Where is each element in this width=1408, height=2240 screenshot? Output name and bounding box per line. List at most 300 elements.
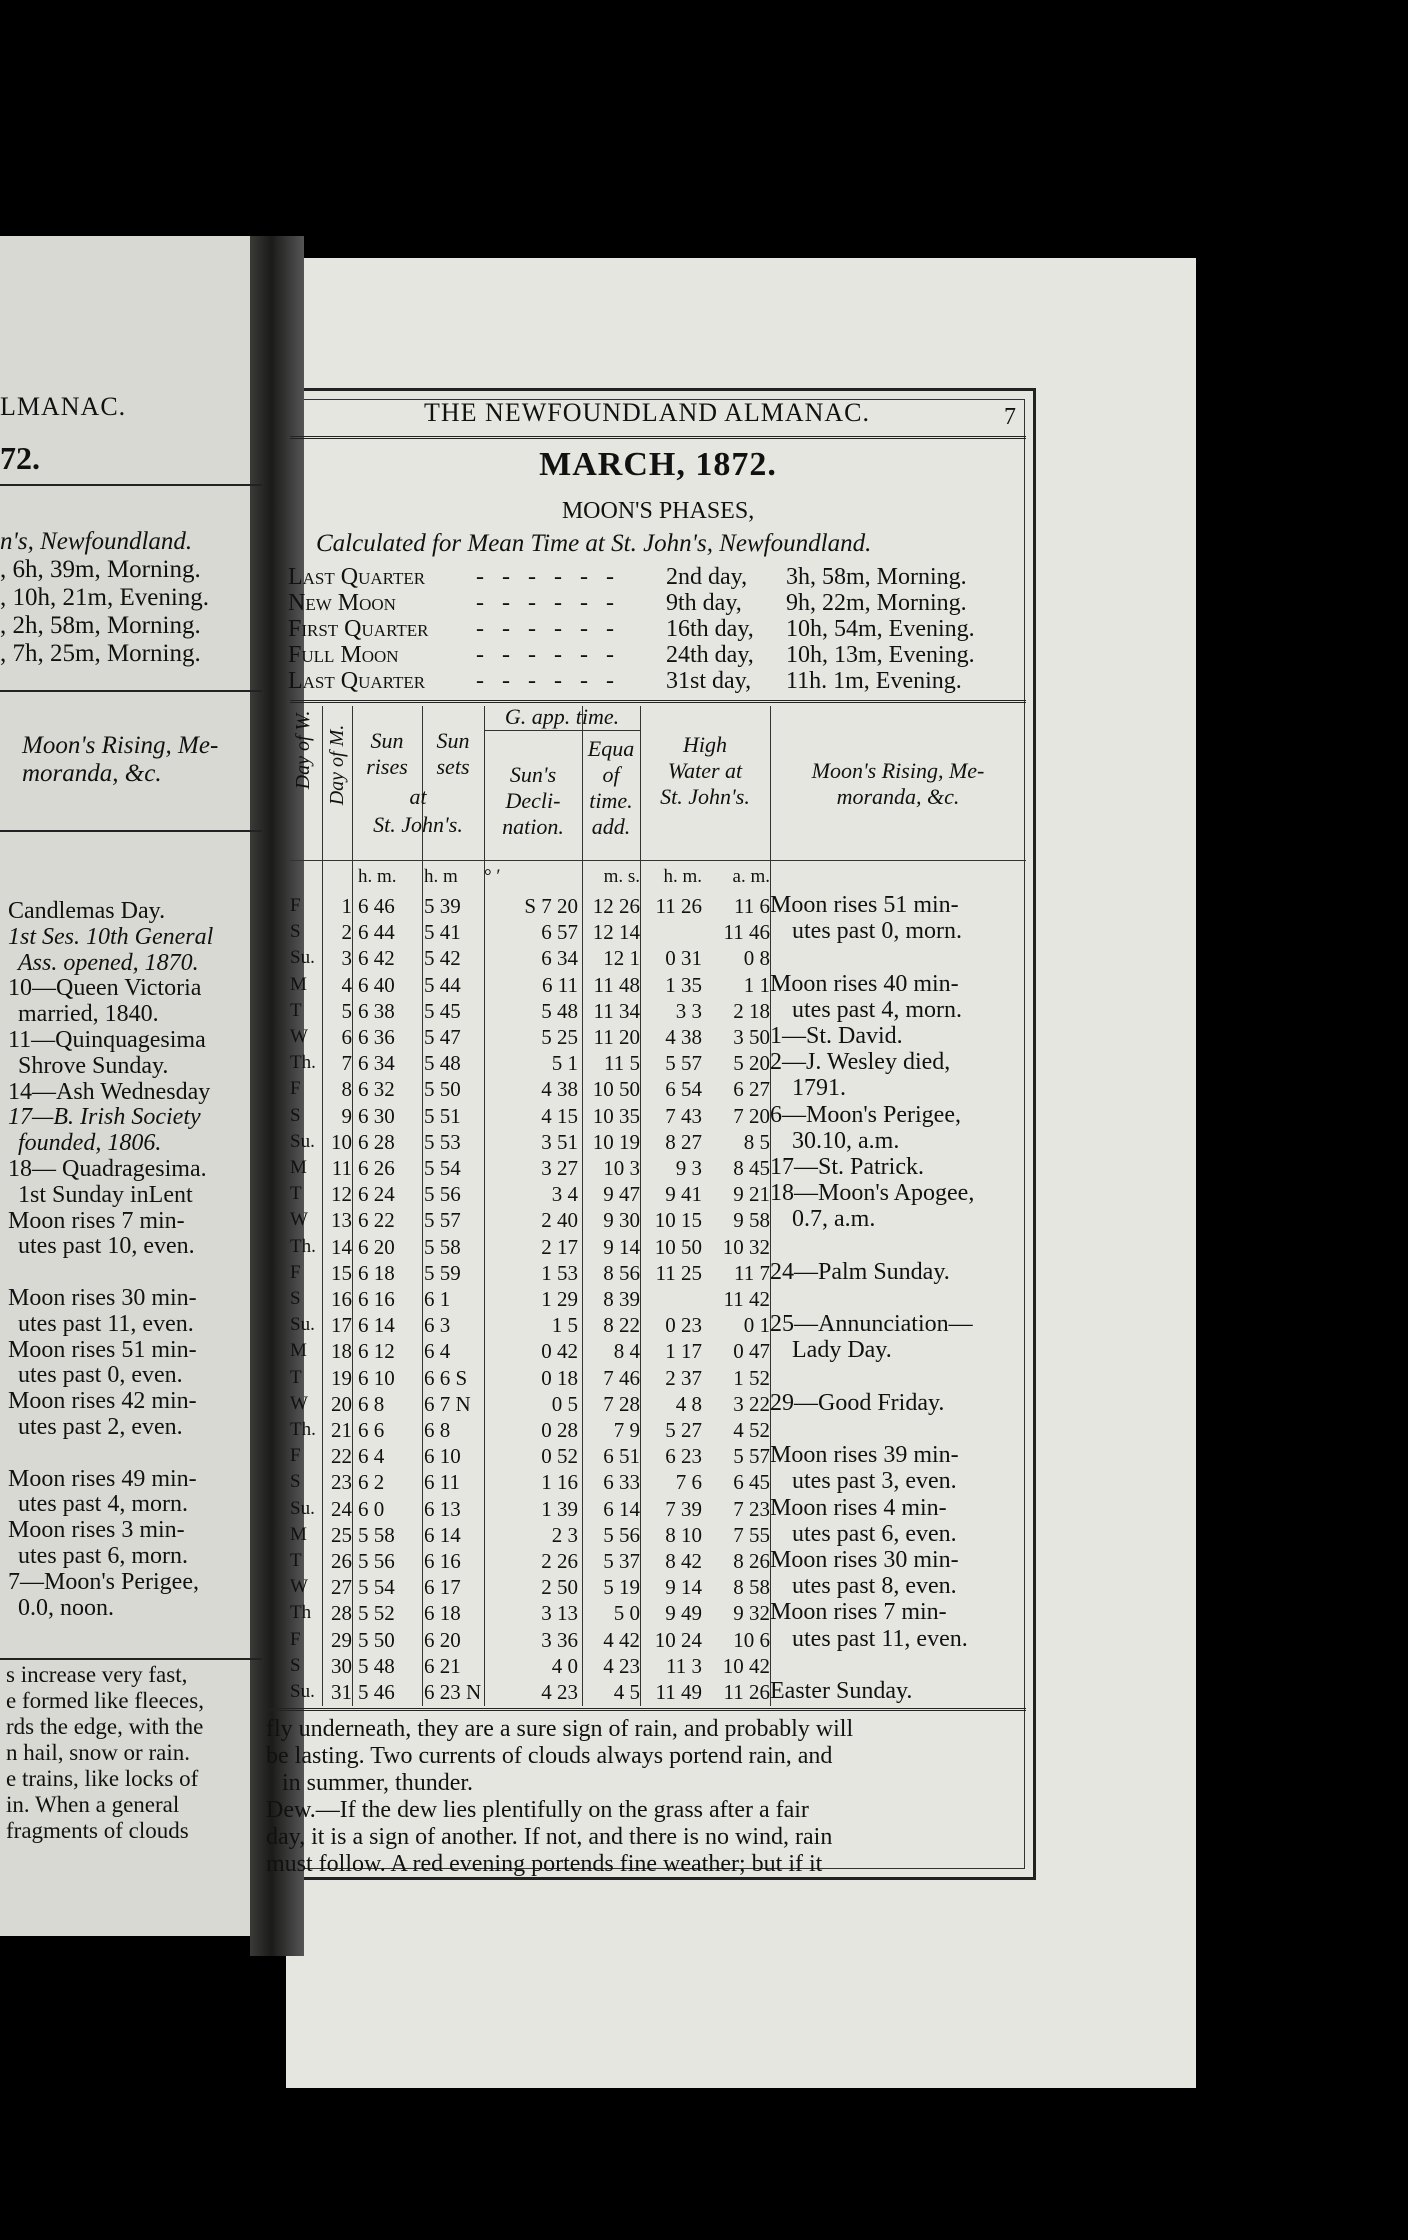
memoranda-line: 17—St. Patrick. xyxy=(770,1154,924,1180)
left-memo-line: Shrove Sunday. xyxy=(18,1052,169,1079)
cell-sun-rises: 6 28 xyxy=(358,1129,395,1154)
cell-sun-rises: 6 32 xyxy=(358,1077,395,1102)
left-footer-line: in. When a general xyxy=(6,1792,180,1817)
header-day-of-week: Day of W. xyxy=(292,710,314,790)
cell-high-water-am: 6 27 xyxy=(733,1077,770,1102)
cell-sun-rises: 6 26 xyxy=(358,1156,395,1180)
cell-high-water-pm: 5 57 xyxy=(665,1051,702,1076)
header-sun-rises: Sun xyxy=(370,728,404,753)
phase-time: 10h, 13m, Evening. xyxy=(786,642,975,668)
cell-equation: 11 20 xyxy=(593,1025,640,1049)
cell-day-of-month: 2 xyxy=(341,920,352,945)
cell-day-of-week: M xyxy=(290,1340,307,1362)
cell-declination: 4 23 xyxy=(541,1680,578,1704)
cell-equation: 9 14 xyxy=(603,1234,640,1259)
unit-label: a. m. xyxy=(732,866,770,887)
cell-equation: 11 48 xyxy=(593,972,640,997)
left-phase-line: , 7h, 25m, Morning. xyxy=(0,640,201,667)
cell-day-of-week: M xyxy=(290,1523,307,1545)
cell-day-of-month: 7 xyxy=(341,1051,352,1076)
cell-high-water-pm: 9 49 xyxy=(665,1601,702,1626)
footer-line: Dew.—If the dew lies plentifully on the grass after a fair xyxy=(266,1797,809,1823)
cell-sun-rises: 6 30 xyxy=(358,1103,395,1128)
phase-day: 2nd day, xyxy=(666,564,748,590)
cell-high-water-am: 5 20 xyxy=(733,1051,770,1076)
cell-high-water-pm: 4 8 xyxy=(675,1391,702,1416)
memoranda-line: utes past 8, even. xyxy=(792,1573,957,1600)
cell-high-water-pm: 9 14 xyxy=(665,1575,702,1600)
cell-sun-rises: 6 42 xyxy=(358,946,395,971)
cell-equation: 9 47 xyxy=(603,1182,640,1207)
header-at-st-johns: at xyxy=(409,784,427,809)
cell-high-water-pm: 9 3 xyxy=(675,1156,702,1180)
cell-equation: 8 56 xyxy=(603,1260,640,1285)
cell-day-of-month: 14 xyxy=(331,1234,352,1259)
cell-day-of-week: Su. xyxy=(290,1314,315,1336)
cell-day-of-week: T xyxy=(290,999,302,1021)
header-sun-sets: sets xyxy=(436,754,470,779)
cell-day-of-month: 22 xyxy=(331,1444,352,1469)
cell-sun-sets: 6 3 xyxy=(424,1313,451,1338)
left-running-head: LMANAC. xyxy=(0,392,127,421)
memoranda-line: Moon rises 4 min- xyxy=(770,1494,947,1521)
cell-sun-sets: 6 16 xyxy=(424,1549,461,1573)
cell-high-water-pm: 6 23 xyxy=(665,1444,702,1469)
cell-high-water-am: 8 58 xyxy=(733,1575,770,1600)
cell-sun-rises: 6 10 xyxy=(358,1365,395,1390)
left-memo-line: Moon rises 49 min- xyxy=(8,1465,197,1492)
phase-day: 9th day, xyxy=(666,590,742,616)
memoranda-line: utes past 3, even. xyxy=(792,1468,957,1495)
table-column-rule xyxy=(422,706,423,1706)
cell-declination: 3 36 xyxy=(541,1627,578,1652)
left-memo-line: utes past 2, even. xyxy=(18,1414,183,1440)
cell-sun-rises: 6 34 xyxy=(358,1051,395,1076)
cell-equation: 4 42 xyxy=(603,1627,640,1652)
cell-day-of-week: F xyxy=(290,1445,301,1467)
cell-day-of-week: F xyxy=(290,895,301,916)
cell-sun-rises: 5 52 xyxy=(358,1601,395,1626)
memoranda-line: 1791. xyxy=(792,1075,846,1102)
left-memo-line: 14—Ash Wednesday xyxy=(8,1078,211,1105)
cell-high-water-am: 2 18 xyxy=(733,998,770,1023)
cell-equation: 5 37 xyxy=(603,1549,640,1573)
cell-sun-sets: 5 59 xyxy=(424,1260,461,1285)
phase-dots: - - - - - - xyxy=(476,564,620,590)
cell-high-water-am: 11 26 xyxy=(723,1680,770,1704)
left-phase-line: , 2h, 58m, Morning. xyxy=(0,612,201,639)
cell-day-of-month: 1 xyxy=(341,894,352,918)
phase-label: First Quarter xyxy=(288,616,429,642)
cell-high-water-pm: 4 38 xyxy=(665,1025,702,1049)
cell-day-of-week: S xyxy=(290,1654,301,1676)
cell-day-of-week: Su. xyxy=(290,1130,315,1152)
footer-line: in summer, thunder. xyxy=(282,1770,474,1796)
cell-day-of-month: 23 xyxy=(331,1470,352,1495)
cell-equation: 8 22 xyxy=(603,1313,640,1338)
left-memo-line: Moon rises 51 min- xyxy=(8,1336,197,1363)
cell-high-water-pm: 7 39 xyxy=(665,1496,702,1521)
cell-high-water-pm: 11 3 xyxy=(666,1653,702,1678)
cell-day-of-week: Su. xyxy=(290,1497,315,1519)
left-rule xyxy=(0,690,262,692)
left-rule xyxy=(0,830,262,832)
cell-day-of-month: 19 xyxy=(331,1365,352,1390)
cell-high-water-am: 8 45 xyxy=(733,1156,770,1180)
cell-equation: 10 3 xyxy=(603,1156,640,1180)
cell-sun-sets: 6 18 xyxy=(424,1601,461,1626)
left-memo-line: 7—Moon's Perigee, xyxy=(8,1568,199,1595)
left-memo-line: 18— Quadragesima. xyxy=(8,1156,207,1182)
cell-equation: 8 39 xyxy=(603,1287,640,1311)
cell-declination: 3 13 xyxy=(541,1601,578,1626)
cell-sun-rises: 5 54 xyxy=(358,1575,395,1600)
phases-rule xyxy=(290,700,1026,703)
cell-day-of-month: 3 xyxy=(341,946,352,971)
phases-heading: MOON'S PHASES, xyxy=(561,498,755,524)
cell-equation: 11 5 xyxy=(604,1051,640,1076)
cell-equation: 10 50 xyxy=(592,1077,640,1102)
cell-high-water-pm: 1 35 xyxy=(665,972,702,997)
cell-high-water-am: 10 42 xyxy=(722,1653,770,1678)
cell-sun-rises: 6 22 xyxy=(358,1208,395,1233)
cell-high-water-pm: 7 43 xyxy=(665,1103,702,1128)
header-sun-rises: rises xyxy=(366,754,408,779)
cell-high-water-pm: 6 54 xyxy=(665,1077,702,1102)
month-title: MARCH, 1872. xyxy=(539,446,777,483)
cell-day-of-month: 26 xyxy=(331,1549,352,1573)
cell-day-of-month: 13 xyxy=(331,1208,352,1233)
cell-sun-sets: 5 48 xyxy=(424,1051,461,1076)
cell-sun-rises: 6 44 xyxy=(358,920,395,945)
cell-day-of-week: Th xyxy=(290,1602,312,1624)
cell-sun-sets: 6 1 xyxy=(424,1287,451,1311)
cell-high-water-am: 11 46 xyxy=(723,920,770,945)
phase-day: 24th day, xyxy=(666,642,754,668)
running-head: THE NEWFOUNDLAND ALMANAC. xyxy=(424,398,871,427)
cell-high-water-pm: 3 3 xyxy=(675,998,702,1023)
cell-day-of-week: F xyxy=(290,1261,301,1283)
cell-sun-sets: 5 44 xyxy=(424,972,461,997)
left-memo-line: Moon rises 3 min- xyxy=(8,1517,185,1544)
footer-line: must follow. A red evening portends fine weather; but if it xyxy=(266,1851,823,1877)
phase-time: 10h, 54m, Evening. xyxy=(786,616,975,642)
cell-sun-sets: 5 39 xyxy=(424,894,461,918)
cell-equation: 7 28 xyxy=(603,1391,640,1416)
memoranda-line: 0.7, a.m. xyxy=(792,1206,876,1233)
unit-label: h. m xyxy=(424,866,458,887)
left-memo-line: Candlemas Day. xyxy=(8,898,166,924)
cell-day-of-week: W xyxy=(290,1576,308,1598)
cell-declination: 0 42 xyxy=(541,1339,578,1364)
left-memo-heading: moranda, &c. xyxy=(22,760,162,787)
header-equation: Equa xyxy=(587,736,635,761)
cell-sun-sets: 6 20 xyxy=(424,1627,461,1652)
cell-sun-sets: 6 14 xyxy=(424,1522,461,1547)
cell-high-water-pm: 2 37 xyxy=(665,1365,702,1390)
left-memo-line: Ass. opened, 1870. xyxy=(18,949,199,976)
left-rule xyxy=(0,1658,262,1660)
left-memo-line: utes past 11, even. xyxy=(18,1310,194,1337)
cell-sun-sets: 5 41 xyxy=(424,920,461,945)
left-memo-line: utes past 10, even. xyxy=(18,1233,195,1260)
cell-high-water-am: 7 23 xyxy=(733,1496,770,1521)
memoranda-line: Moon rises 51 min- xyxy=(770,892,959,918)
cell-high-water-pm: 0 31 xyxy=(665,946,702,971)
memoranda-line: Moon rises 7 min- xyxy=(770,1599,947,1626)
header-memoranda: Moon's Rising, Me- xyxy=(811,758,985,783)
cell-high-water-am: 0 47 xyxy=(733,1339,770,1364)
cell-declination: 1 39 xyxy=(541,1496,578,1521)
cell-day-of-month: 4 xyxy=(341,972,352,997)
cell-sun-rises: 6 38 xyxy=(358,998,395,1023)
cell-sun-rises: 6 18 xyxy=(358,1260,395,1285)
unit-label: m. s. xyxy=(603,866,640,887)
cell-sun-rises: 5 46 xyxy=(358,1680,395,1704)
cell-declination: 0 5 xyxy=(551,1391,578,1416)
cell-equation: 8 4 xyxy=(613,1339,640,1364)
cell-day-of-month: 16 xyxy=(331,1287,352,1311)
left-footer-line: fragments of clouds xyxy=(6,1818,189,1843)
cell-high-water-am: 4 52 xyxy=(733,1418,770,1442)
cell-sun-rises: 5 56 xyxy=(358,1549,395,1573)
cell-high-water-am: 7 20 xyxy=(733,1103,770,1128)
cell-high-water-am: 3 50 xyxy=(733,1025,770,1049)
cell-day-of-month: 9 xyxy=(341,1103,352,1128)
memoranda-line: 30.10, a.m. xyxy=(792,1127,900,1154)
cell-sun-sets: 5 57 xyxy=(424,1208,461,1233)
cell-declination: 3 4 xyxy=(551,1182,578,1207)
cell-high-water-am: 10 6 xyxy=(733,1627,770,1652)
gapp-rule xyxy=(484,730,640,731)
header-equation: add. xyxy=(591,814,631,839)
cell-day-of-week: W xyxy=(290,1026,308,1047)
cell-day-of-week: W xyxy=(290,1392,308,1414)
cell-declination: 0 28 xyxy=(541,1418,578,1442)
cell-equation: 12 26 xyxy=(592,894,640,918)
cell-sun-rises: 5 58 xyxy=(358,1522,395,1547)
left-memo-line: utes past 6, morn. xyxy=(18,1543,188,1569)
cell-high-water-am: 9 21 xyxy=(733,1182,770,1207)
memoranda-line: Moon rises 40 min- xyxy=(770,970,959,997)
cell-high-water-am: 1 52 xyxy=(733,1365,770,1390)
left-memo-heading: Moon's Rising, Me- xyxy=(22,732,219,759)
cell-high-water-am: 6 45 xyxy=(733,1470,770,1495)
cell-day-of-month: 21 xyxy=(331,1418,352,1442)
cell-day-of-month: 10 xyxy=(331,1129,352,1154)
phase-day: 31st day, xyxy=(666,668,752,694)
cell-equation: 7 46 xyxy=(603,1365,640,1390)
phase-time: 9h, 22m, Morning. xyxy=(786,590,967,616)
left-footer-line: rds the edge, with the xyxy=(6,1714,204,1739)
cell-day-of-week: F xyxy=(290,1628,301,1650)
header-equation: time. xyxy=(589,788,633,813)
cell-day-of-month: 8 xyxy=(341,1077,352,1102)
cell-high-water-pm: 1 17 xyxy=(665,1339,702,1364)
header-high-water: High xyxy=(683,732,727,757)
cell-high-water-pm: 7 6 xyxy=(675,1470,702,1495)
cell-declination: 4 38 xyxy=(541,1077,578,1102)
cell-equation: 5 56 xyxy=(603,1522,640,1547)
cell-declination: 1 53 xyxy=(541,1260,578,1285)
header-day-of-month: Day of M. xyxy=(326,724,348,806)
phase-label: Last Quarter xyxy=(288,668,426,694)
cell-declination: 5 48 xyxy=(541,998,578,1023)
cell-day-of-month: 30 xyxy=(331,1653,352,1678)
cell-day-of-month: 20 xyxy=(331,1391,352,1416)
cell-declination: 2 3 xyxy=(551,1522,578,1547)
cell-high-water-am: 10 32 xyxy=(722,1234,770,1259)
cell-declination: 1 29 xyxy=(541,1287,578,1311)
cell-sun-sets: 6 17 xyxy=(424,1575,461,1600)
cell-sun-rises: 6 20 xyxy=(358,1234,395,1259)
header-rule xyxy=(290,436,1026,439)
memoranda-line: Easter Sunday. xyxy=(770,1678,913,1704)
cell-sun-sets: 5 50 xyxy=(424,1077,461,1102)
left-footer-line: e formed like fleeces, xyxy=(6,1688,204,1713)
cell-day-of-week: M xyxy=(290,973,307,995)
cell-high-water-am: 5 57 xyxy=(733,1444,770,1469)
cell-declination: 6 11 xyxy=(542,972,578,997)
cell-sun-sets: 6 11 xyxy=(424,1470,460,1495)
cell-day-of-month: 6 xyxy=(341,1025,352,1049)
cell-high-water-am: 11 6 xyxy=(734,894,770,918)
memoranda-line: 6—Moon's Perigee, xyxy=(770,1101,961,1128)
header-at-st-johns: St. John's. xyxy=(373,812,463,837)
cell-declination: 4 15 xyxy=(541,1103,578,1128)
cell-equation: 12 14 xyxy=(592,920,640,945)
moon-phase-row xyxy=(288,590,967,617)
cell-equation: 6 51 xyxy=(603,1444,640,1469)
left-memo-line: 0.0, noon. xyxy=(18,1594,114,1621)
cell-sun-rises: 5 50 xyxy=(358,1627,395,1652)
memoranda-line: utes past 4, morn. xyxy=(792,996,962,1023)
cell-day-of-month: 27 xyxy=(331,1575,352,1600)
unit-label: ° ′ xyxy=(484,866,501,887)
cell-sun-sets: 6 23 N xyxy=(424,1680,482,1704)
footer-line: day, it is a sign of another. If not, and there is no wind, rain xyxy=(266,1824,833,1850)
memoranda-line: utes past 11, even. xyxy=(792,1625,968,1652)
cell-equation: 9 30 xyxy=(603,1208,640,1233)
cell-declination: 2 17 xyxy=(541,1234,578,1259)
cell-equation: 6 14 xyxy=(603,1496,640,1521)
header-high-water: Water at xyxy=(667,758,743,783)
cell-declination: 2 26 xyxy=(541,1549,578,1573)
cell-day-of-week: Su. xyxy=(290,947,315,969)
cell-day-of-week: T xyxy=(290,1183,302,1205)
cell-equation: 7 9 xyxy=(613,1418,640,1442)
cell-declination: 2 50 xyxy=(541,1575,578,1600)
memoranda-line: 29—Good Friday. xyxy=(770,1389,945,1416)
memoranda-line: 25—Annunciation— xyxy=(770,1311,973,1338)
moon-phase-row xyxy=(288,564,967,591)
cell-day-of-month: 15 xyxy=(331,1260,352,1285)
cell-high-water-am: 0 8 xyxy=(743,946,770,971)
footer-rule xyxy=(266,1708,1026,1711)
memoranda-line: 24—Palm Sunday. xyxy=(770,1258,950,1285)
cell-high-water-pm: 11 26 xyxy=(655,894,702,918)
cell-high-water-pm: 10 24 xyxy=(654,1627,702,1652)
cell-day-of-week: S xyxy=(290,1288,301,1309)
left-footer-line: s increase very fast, xyxy=(6,1662,188,1687)
cell-sun-sets: 5 51 xyxy=(424,1103,461,1128)
cell-high-water-am: 9 58 xyxy=(733,1208,770,1233)
cell-sun-rises: 6 6 xyxy=(358,1418,385,1442)
memoranda-line: Moon rises 30 min- xyxy=(770,1547,959,1573)
cell-declination: 1 5 xyxy=(551,1313,578,1338)
left-memo-line: 11—Quinquagesima xyxy=(8,1027,206,1053)
cell-high-water-am: 8 5 xyxy=(743,1129,770,1154)
cell-day-of-week: F xyxy=(290,1078,301,1100)
cell-sun-rises: 6 36 xyxy=(358,1025,395,1049)
memoranda-line: utes past 0, morn. xyxy=(792,918,962,945)
memoranda-line: 1—St. David. xyxy=(770,1023,903,1049)
left-memo-line: 1st Sunday inLent xyxy=(18,1181,193,1208)
cell-day-of-month: 28 xyxy=(331,1601,352,1626)
unit-label: h. m. xyxy=(663,866,702,887)
phase-dots: - - - - - - xyxy=(476,668,620,694)
cell-declination: 5 1 xyxy=(551,1051,578,1076)
cell-day-of-week: Th. xyxy=(290,1419,316,1440)
cell-sun-rises: 6 16 xyxy=(358,1287,395,1311)
cell-high-water-am: 8 26 xyxy=(733,1549,770,1573)
cell-equation: 5 19 xyxy=(603,1575,640,1600)
cell-declination: 1 16 xyxy=(541,1470,578,1495)
left-memo-line: Moon rises 42 min- xyxy=(8,1388,197,1415)
cell-sun-sets: 6 8 xyxy=(424,1418,451,1442)
cell-sun-rises: 6 24 xyxy=(358,1182,395,1207)
moon-phase-row xyxy=(288,642,975,669)
phase-time: 3h, 58m, Morning. xyxy=(786,564,967,590)
cell-day-of-month: 17 xyxy=(331,1313,352,1338)
cell-high-water-am: 1 1 xyxy=(743,972,770,997)
cell-day-of-week: W xyxy=(290,1209,308,1231)
cell-high-water-am: 9 32 xyxy=(733,1601,770,1626)
header-declination: nation. xyxy=(502,814,564,839)
left-memo-line: married, 1840. xyxy=(18,1001,159,1028)
cell-day-of-month: 25 xyxy=(331,1522,352,1547)
cell-sun-sets: 5 58 xyxy=(424,1234,461,1259)
cell-day-of-week: Th. xyxy=(290,1235,316,1257)
left-memo-line: utes past 4, morn. xyxy=(18,1491,188,1518)
cell-day-of-week: S xyxy=(290,921,301,943)
cell-declination: S 7 20 xyxy=(524,894,578,918)
left-footer-line: n hail, snow or rain. xyxy=(6,1740,190,1765)
memoranda-line: Moon rises 39 min- xyxy=(770,1442,959,1469)
left-phase-line: , 10h, 21m, Evening. xyxy=(0,584,210,611)
cell-day-of-week: T xyxy=(290,1366,302,1388)
cell-declination: 3 51 xyxy=(541,1129,578,1154)
cell-day-of-month: 12 xyxy=(331,1182,352,1207)
cell-high-water-pm: 9 41 xyxy=(665,1182,702,1207)
left-year: 72. xyxy=(0,440,40,476)
phase-label: New Moon xyxy=(288,590,396,616)
phase-dots: - - - - - - xyxy=(476,616,620,642)
left-memo-line: 10—Queen Victoria xyxy=(8,975,202,1002)
memoranda-line: 2—J. Wesley died, xyxy=(770,1049,951,1076)
cell-sun-sets: 6 7 N xyxy=(424,1391,471,1416)
cell-declination: 0 52 xyxy=(541,1444,578,1469)
cell-high-water-am: 11 42 xyxy=(723,1287,770,1311)
header-memoranda: moranda, &c. xyxy=(836,784,960,809)
cell-declination: 5 25 xyxy=(541,1025,578,1049)
cell-day-of-month: 24 xyxy=(331,1496,352,1521)
cell-sun-sets: 6 21 xyxy=(424,1653,461,1678)
cell-high-water-pm: 0 23 xyxy=(665,1313,702,1338)
cell-high-water-pm: 10 15 xyxy=(654,1208,702,1233)
phase-label: Last Quarter xyxy=(288,564,426,590)
cell-declination: 2 40 xyxy=(541,1208,578,1233)
